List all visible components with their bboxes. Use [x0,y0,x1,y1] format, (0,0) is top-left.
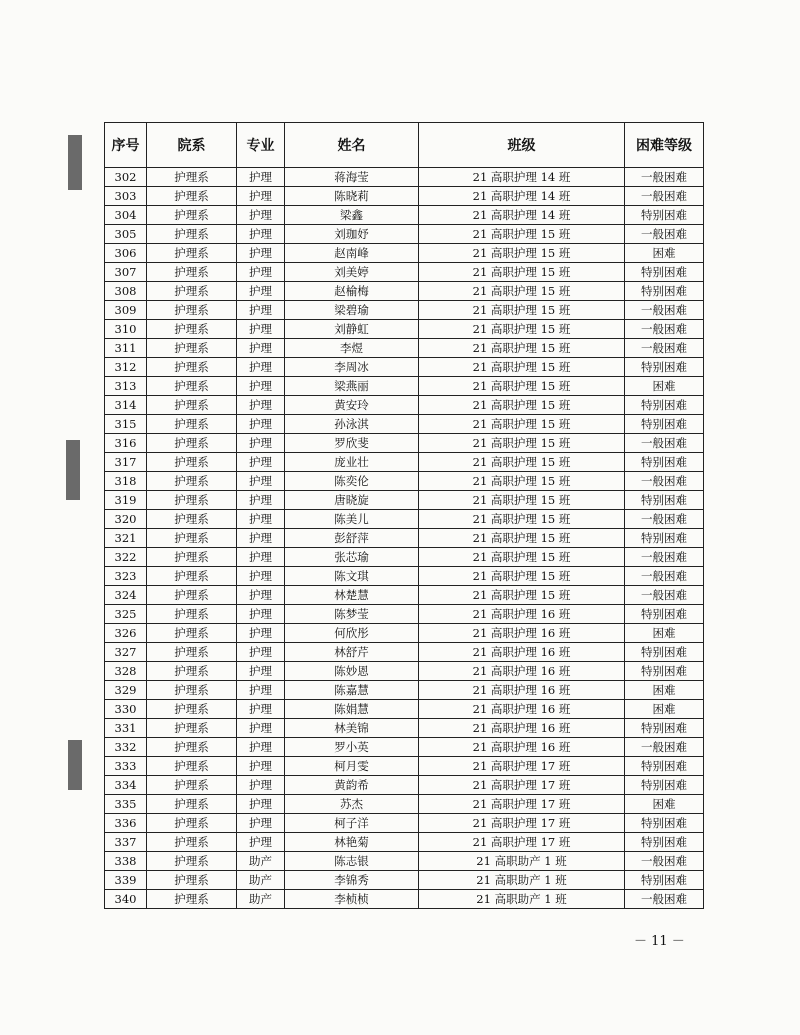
cell-index: 302 [105,168,147,187]
cell-major: 护理 [237,776,285,795]
cell-index: 339 [105,871,147,890]
cell-major: 护理 [237,320,285,339]
cell-class: 21 高职护理 16 班 [419,738,625,757]
cell-class: 21 高职护理 15 班 [419,320,625,339]
cell-class: 21 高职护理 15 班 [419,529,625,548]
table-row [105,168,704,187]
cell-department: 护理系 [147,890,237,909]
cell-name: 刘静虹 [285,320,419,339]
cell-department: 护理系 [147,225,237,244]
header-class: 班级 [419,123,625,168]
cell-major: 护理 [237,738,285,757]
cell-name: 陈美儿 [285,510,419,529]
cell-difficulty-level: 一般困难 [625,187,704,206]
cell-class: 21 高职护理 15 班 [419,225,625,244]
cell-name: 柯月雯 [285,757,419,776]
cell-name: 梁鑫 [285,206,419,225]
cell-class: 21 高职护理 15 班 [419,415,625,434]
cell-class: 21 高职护理 16 班 [419,662,625,681]
table-row [105,301,704,320]
cell-major: 护理 [237,491,285,510]
cell-class: 21 高职护理 15 班 [419,510,625,529]
cell-department: 护理系 [147,358,237,377]
cell-name: 罗欣斐 [285,434,419,453]
cell-index: 315 [105,415,147,434]
student-roster-table [104,122,704,909]
cell-major: 护理 [237,795,285,814]
cell-major: 护理 [237,681,285,700]
cell-difficulty-level: 困难 [625,700,704,719]
cell-index: 331 [105,719,147,738]
cell-difficulty-level: 特别困难 [625,206,704,225]
cell-department: 护理系 [147,377,237,396]
cell-index: 323 [105,567,147,586]
cell-department: 护理系 [147,529,237,548]
cell-major: 护理 [237,206,285,225]
cell-major: 护理 [237,244,285,263]
cell-index: 322 [105,548,147,567]
table-row [105,757,704,776]
cell-class: 21 高职护理 14 班 [419,187,625,206]
cell-difficulty-level: 特别困难 [625,871,704,890]
cell-class: 21 高职护理 15 班 [419,263,625,282]
cell-difficulty-level: 困难 [625,795,704,814]
cell-index: 313 [105,377,147,396]
cell-difficulty-level: 困难 [625,624,704,643]
cell-index: 326 [105,624,147,643]
cell-name: 李煜 [285,339,419,358]
cell-difficulty-level: 特别困难 [625,757,704,776]
cell-class: 21 高职护理 15 班 [419,453,625,472]
cell-major: 护理 [237,225,285,244]
cell-difficulty-level: 一般困难 [625,434,704,453]
cell-major: 护理 [237,510,285,529]
table-row [105,282,704,301]
cell-major: 护理 [237,472,285,491]
cell-class: 21 高职护理 15 班 [419,282,625,301]
cell-index: 340 [105,890,147,909]
table-row [105,719,704,738]
cell-difficulty-level: 一般困难 [625,168,704,187]
cell-major: 助产 [237,852,285,871]
table-row [105,681,704,700]
cell-name: 陈奕伦 [285,472,419,491]
cell-major: 护理 [237,662,285,681]
cell-index: 318 [105,472,147,491]
cell-index: 329 [105,681,147,700]
cell-class: 21 高职护理 15 班 [419,358,625,377]
cell-index: 306 [105,244,147,263]
cell-difficulty-level: 一般困难 [625,320,704,339]
cell-class: 21 高职护理 17 班 [419,833,625,852]
table-row [105,643,704,662]
cell-difficulty-level: 一般困难 [625,510,704,529]
cell-name: 张芯瑜 [285,548,419,567]
cell-difficulty-level: 一般困难 [625,301,704,320]
cell-index: 310 [105,320,147,339]
cell-class: 21 高职护理 15 班 [419,548,625,567]
cell-name: 陈妙恩 [285,662,419,681]
table-row [105,263,704,282]
cell-difficulty-level: 特别困难 [625,415,704,434]
cell-index: 320 [105,510,147,529]
table-row [105,453,704,472]
cell-index: 305 [105,225,147,244]
cell-class: 21 高职护理 17 班 [419,757,625,776]
cell-index: 312 [105,358,147,377]
cell-difficulty-level: 特别困难 [625,491,704,510]
cell-class: 21 高职护理 16 班 [419,700,625,719]
cell-department: 护理系 [147,396,237,415]
cell-department: 护理系 [147,320,237,339]
cell-class: 21 高职护理 15 班 [419,377,625,396]
cell-major: 护理 [237,453,285,472]
table-row [105,187,704,206]
table-row [105,529,704,548]
cell-department: 护理系 [147,605,237,624]
cell-index: 304 [105,206,147,225]
table-row [105,415,704,434]
cell-name: 陈娟慧 [285,700,419,719]
cell-name: 林艳菊 [285,833,419,852]
cell-department: 护理系 [147,263,237,282]
cell-difficulty-level: 特别困难 [625,643,704,662]
cell-major: 护理 [237,301,285,320]
cell-name: 孙泳淇 [285,415,419,434]
cell-class: 21 高职护理 15 班 [419,434,625,453]
cell-class: 21 高职护理 14 班 [419,206,625,225]
table-row [105,358,704,377]
cell-class: 21 高职护理 16 班 [419,605,625,624]
cell-major: 护理 [237,700,285,719]
cell-name: 唐晓旋 [285,491,419,510]
cell-difficulty-level: 特别困难 [625,529,704,548]
page-number: － 11 － [634,934,685,949]
cell-index: 308 [105,282,147,301]
table-row [105,377,704,396]
cell-difficulty-level: 一般困难 [625,339,704,358]
cell-difficulty-level: 特别困难 [625,833,704,852]
cell-department: 护理系 [147,453,237,472]
cell-class: 21 高职助产 1 班 [419,871,625,890]
cell-difficulty-level: 一般困难 [625,852,704,871]
scan-artifact [68,135,82,190]
cell-department: 护理系 [147,757,237,776]
cell-index: 303 [105,187,147,206]
cell-department: 护理系 [147,339,237,358]
cell-name: 李桢桢 [285,890,419,909]
cell-index: 332 [105,738,147,757]
cell-class: 21 高职护理 15 班 [419,472,625,491]
cell-difficulty-level: 一般困难 [625,472,704,491]
cell-name: 赵南峰 [285,244,419,263]
table-row [105,738,704,757]
table-row [105,700,704,719]
cell-major: 护理 [237,282,285,301]
scan-artifact [68,740,82,790]
scan-artifact [66,440,80,500]
table-row [105,434,704,453]
cell-class: 21 高职护理 17 班 [419,795,625,814]
cell-index: 334 [105,776,147,795]
table-row [105,225,704,244]
cell-department: 护理系 [147,206,237,225]
cell-department: 护理系 [147,662,237,681]
cell-name: 刘珈妤 [285,225,419,244]
cell-difficulty-level: 特别困难 [625,453,704,472]
cell-department: 护理系 [147,491,237,510]
table-row [105,472,704,491]
cell-department: 护理系 [147,719,237,738]
cell-department: 护理系 [147,415,237,434]
cell-major: 护理 [237,548,285,567]
cell-index: 307 [105,263,147,282]
table-row [105,624,704,643]
cell-major: 护理 [237,586,285,605]
cell-difficulty-level: 一般困难 [625,586,704,605]
cell-major: 护理 [237,377,285,396]
cell-major: 护理 [237,168,285,187]
cell-class: 21 高职护理 15 班 [419,586,625,605]
table-row [105,890,704,909]
cell-department: 护理系 [147,548,237,567]
cell-department: 护理系 [147,434,237,453]
cell-department: 护理系 [147,700,237,719]
table-row [105,491,704,510]
cell-name: 陈晓莉 [285,187,419,206]
cell-department: 护理系 [147,586,237,605]
cell-index: 309 [105,301,147,320]
cell-name: 梁燕丽 [285,377,419,396]
table-row [105,871,704,890]
cell-class: 21 高职护理 17 班 [419,814,625,833]
cell-major: 护理 [237,339,285,358]
table-row [105,396,704,415]
cell-index: 333 [105,757,147,776]
table-row [105,586,704,605]
cell-index: 328 [105,662,147,681]
cell-index: 316 [105,434,147,453]
cell-difficulty-level: 特别困难 [625,776,704,795]
cell-department: 护理系 [147,643,237,662]
cell-name: 李周冰 [285,358,419,377]
cell-difficulty-level: 特别困难 [625,814,704,833]
cell-major: 护理 [237,643,285,662]
cell-major: 助产 [237,890,285,909]
cell-name: 黄韵希 [285,776,419,795]
cell-index: 325 [105,605,147,624]
cell-index: 337 [105,833,147,852]
cell-class: 21 高职护理 16 班 [419,681,625,700]
table-row [105,244,704,263]
table-body [105,168,704,909]
table-row [105,548,704,567]
cell-name: 苏杰 [285,795,419,814]
table-row [105,776,704,795]
cell-index: 327 [105,643,147,662]
cell-department: 护理系 [147,852,237,871]
cell-difficulty-level: 困难 [625,377,704,396]
cell-name: 赵榆梅 [285,282,419,301]
cell-department: 护理系 [147,795,237,814]
cell-name: 蒋海莹 [285,168,419,187]
cell-class: 21 高职护理 15 班 [419,396,625,415]
cell-class: 21 高职护理 15 班 [419,567,625,586]
cell-major: 护理 [237,624,285,643]
cell-name: 罗小英 [285,738,419,757]
cell-department: 护理系 [147,833,237,852]
cell-difficulty-level: 特别困难 [625,719,704,738]
cell-name: 梁碧瑜 [285,301,419,320]
cell-name: 何欣彤 [285,624,419,643]
cell-difficulty-level: 一般困难 [625,225,704,244]
cell-name: 李锦秀 [285,871,419,890]
cell-index: 319 [105,491,147,510]
table-row [105,567,704,586]
cell-difficulty-level: 特别困难 [625,263,704,282]
cell-class: 21 高职护理 14 班 [419,168,625,187]
cell-department: 护理系 [147,510,237,529]
cell-department: 护理系 [147,472,237,491]
cell-index: 311 [105,339,147,358]
cell-difficulty-level: 特别困难 [625,282,704,301]
cell-index: 330 [105,700,147,719]
header-major: 专业 [237,123,285,168]
cell-index: 335 [105,795,147,814]
cell-name: 陈嘉慧 [285,681,419,700]
cell-major: 护理 [237,567,285,586]
cell-major: 护理 [237,529,285,548]
cell-class: 21 高职助产 1 班 [419,890,625,909]
cell-difficulty-level: 特别困难 [625,358,704,377]
table-row [105,605,704,624]
cell-difficulty-level: 特别困难 [625,396,704,415]
cell-index: 317 [105,453,147,472]
cell-difficulty-level: 一般困难 [625,890,704,909]
cell-major: 助产 [237,871,285,890]
cell-difficulty-level: 一般困难 [625,567,704,586]
table-row [105,795,704,814]
table-row [105,510,704,529]
cell-class: 21 高职护理 16 班 [419,719,625,738]
cell-name: 庞业壮 [285,453,419,472]
cell-class: 21 高职护理 15 班 [419,244,625,263]
table-row [105,206,704,225]
table-row [105,339,704,358]
cell-department: 护理系 [147,776,237,795]
cell-department: 护理系 [147,814,237,833]
cell-department: 护理系 [147,168,237,187]
table-row [105,814,704,833]
cell-major: 护理 [237,415,285,434]
header-index: 序号 [105,123,147,168]
table-row [105,852,704,871]
cell-name: 彭舒萍 [285,529,419,548]
cell-index: 324 [105,586,147,605]
cell-department: 护理系 [147,738,237,757]
header-difficulty-level: 困难等级 [625,123,704,168]
cell-index: 314 [105,396,147,415]
cell-major: 护理 [237,187,285,206]
cell-class: 21 高职护理 15 班 [419,339,625,358]
header-department: 院系 [147,123,237,168]
cell-major: 护理 [237,605,285,624]
cell-department: 护理系 [147,567,237,586]
cell-class: 21 高职护理 15 班 [419,491,625,510]
table-row [105,320,704,339]
cell-name: 陈志银 [285,852,419,871]
cell-department: 护理系 [147,301,237,320]
cell-class: 21 高职助产 1 班 [419,852,625,871]
cell-difficulty-level: 特别困难 [625,662,704,681]
cell-name: 柯子洋 [285,814,419,833]
cell-major: 护理 [237,434,285,453]
cell-major: 护理 [237,719,285,738]
cell-class: 21 高职护理 15 班 [419,301,625,320]
header-name: 姓名 [285,123,419,168]
cell-department: 护理系 [147,681,237,700]
cell-name: 陈文琪 [285,567,419,586]
cell-class: 21 高职护理 17 班 [419,776,625,795]
cell-difficulty-level: 一般困难 [625,738,704,757]
cell-class: 21 高职护理 16 班 [419,624,625,643]
table-row [105,662,704,681]
cell-name: 林美锦 [285,719,419,738]
cell-index: 321 [105,529,147,548]
cell-name: 林舒芹 [285,643,419,662]
cell-name: 黄安玲 [285,396,419,415]
cell-name: 刘美婷 [285,263,419,282]
cell-name: 林楚慧 [285,586,419,605]
cell-difficulty-level: 困难 [625,681,704,700]
cell-major: 护理 [237,814,285,833]
table-header-row [105,123,704,168]
cell-department: 护理系 [147,871,237,890]
cell-index: 336 [105,814,147,833]
cell-major: 护理 [237,263,285,282]
cell-index: 338 [105,852,147,871]
table-row [105,833,704,852]
cell-major: 护理 [237,396,285,415]
cell-major: 护理 [237,757,285,776]
cell-major: 护理 [237,358,285,377]
cell-department: 护理系 [147,624,237,643]
cell-department: 护理系 [147,187,237,206]
cell-class: 21 高职护理 16 班 [419,643,625,662]
cell-department: 护理系 [147,244,237,263]
cell-major: 护理 [237,833,285,852]
cell-name: 陈梦莹 [285,605,419,624]
cell-difficulty-level: 困难 [625,244,704,263]
cell-department: 护理系 [147,282,237,301]
cell-difficulty-level: 特别困难 [625,605,704,624]
cell-difficulty-level: 一般困难 [625,548,704,567]
